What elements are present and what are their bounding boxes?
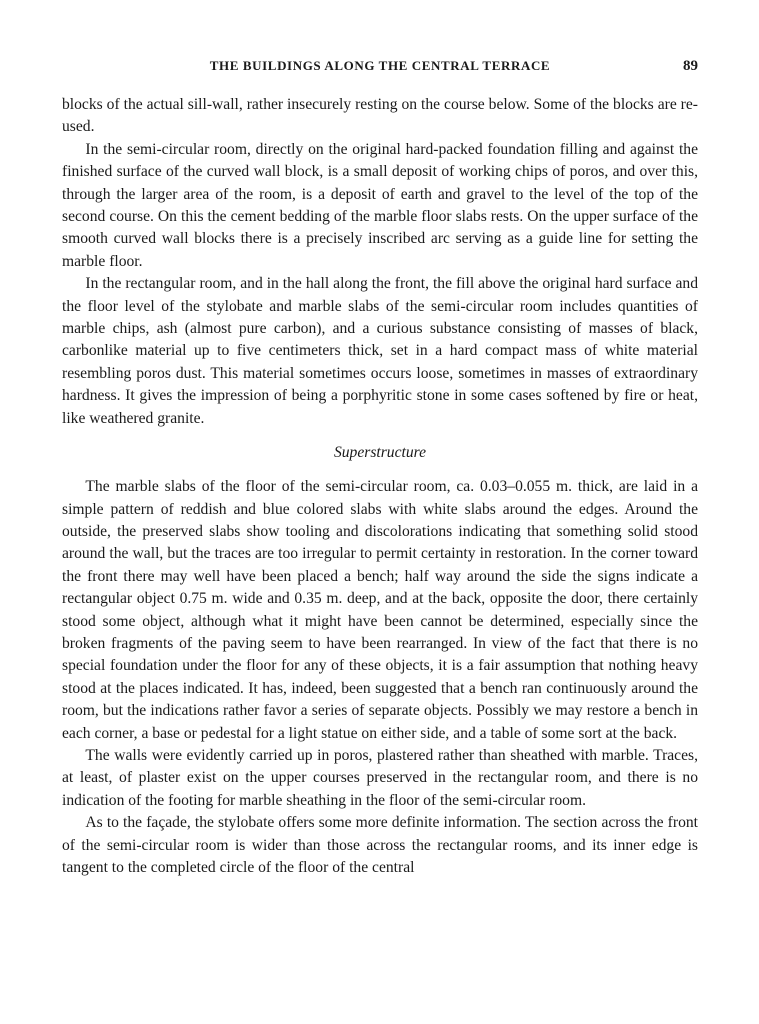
paragraph: The marble slabs of the floor of the semi-circular room, ca. 0.03–0.055 m. thick, are laid in a simple pattern of reddish and blue colored slabs with white slabs around the edges. Around the outside, the preserved slabs show tooling and discolorations indicating that something solid stood around the wall, but the traces are too irregular to permit certainty in restoration. In the corner toward the front there may well have been placed a bench; half way around the side the signs indicate a rectangular object 0.75 m. wide and 0.35 m. deep, and at the back, opposite the door, there certainly stood some object, although what it might have been cannot be determined, especially since the broken fragments of the paving seem to have been rearranged. In view of the fact that there is no special foundation under the floor for any of these objects, it is a fair assumption that nothing heavy stood at the places indicated. It has, indeed, been suggested that a bench ran continuously around the room, but the indications rather favor a series of separate objects. Possibly we may restore a bench in each corner, a base or pedestal for a light statue on either side, and a table of some sort at the back. bbox=[62, 478, 698, 742]
running-head bbox=[62, 58, 698, 80]
paragraph: As to the façade, the stylobate offers some more definite information. The section across the front of the semi-circular room is wider than those across the rectangular rooms, and its inner edge is tangent to the completed circle of the floor of the central bbox=[62, 814, 698, 876]
paragraph: In the semi-circular room, directly on the original hard-packed foundation filling and against the finished surface of the curved wall block, is a small deposit of working chips of poros, and over this, through the larger area of the room, is a deposit of earth and gravel to the level of the top of the second course. On this the cement bedding of the marble floor slabs rests. On the upper surface of the smooth curved wall blocks there is a precisely inscribed arc serving as a guide line for setting the marble floor. bbox=[62, 140, 698, 270]
paragraph: In the rectangular room, and in the hall along the front, the fill above the original hard surface and the floor level of the stylobate and marble slabs of the semi-circular room includes quantities of marble chips, ash (almost pure carbon), and a curious substance consisting of masses of black, carbonlike material up to five centimeters thick, set in a hard compact mass of white material resembling poros dust. This material sometimes occurs loose, sometimes in masses of extraordinary hardness. It gives the impression of being a porphyritic stone in some cases softened by fire or heat, like weathered granite. bbox=[62, 275, 698, 427]
running-title: THE BUILDINGS ALONG THE CENTRAL TERRACE bbox=[209, 58, 551, 73]
body-text bbox=[62, 94, 698, 879]
paragraph: The walls were evidently carried up in poros, plastered rather than sheathed with marble. Traces, at least, of plaster exist on the upper courses preserved in the rectangular room, and there is no indication of the footing for marble sheathing in the floor of the semi-circular room. bbox=[62, 746, 698, 809]
page bbox=[62, 58, 698, 879]
section-heading: Superstructure bbox=[333, 444, 427, 462]
page-number: 89 bbox=[683, 58, 698, 74]
paragraph-continued: blocks of the actual sill-wall, rather insecurely resting on the course below. Some of the blocks are re-used. bbox=[62, 96, 698, 136]
